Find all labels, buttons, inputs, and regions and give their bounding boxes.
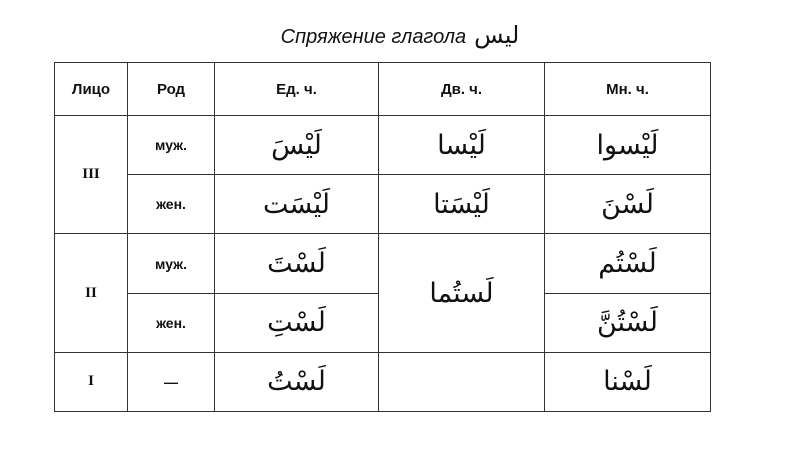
table-row (55, 234, 711, 293)
header-dual: Дв. ч. (379, 63, 545, 116)
person-second: II (55, 234, 128, 352)
table-title (0, 18, 800, 54)
form-cell: لَيْسَت (215, 175, 379, 234)
form-cell: لَسْنا (545, 352, 711, 411)
form-cell: لَيْسوا (545, 116, 711, 175)
form-cell-empty (379, 352, 545, 411)
form-cell: لَيْسَ (215, 116, 379, 175)
gender-cell: муж. (128, 234, 215, 293)
form-cell: لَسْتِ (215, 293, 379, 352)
form-cell: لَسْتُنَّ (545, 293, 711, 352)
gender-cell: жен. (128, 175, 215, 234)
table-row (55, 175, 711, 234)
header-person: Лицо (55, 63, 128, 116)
form-cell: لَسْتُم (545, 234, 711, 293)
conjugation-table (54, 62, 711, 412)
gender-cell: — (128, 352, 215, 411)
person-first: I (55, 352, 128, 411)
table-row (55, 116, 711, 175)
title-verb: ليس (474, 21, 520, 49)
form-cell: لَسْتُ (215, 352, 379, 411)
form-cell: لَسْنَ (545, 175, 711, 234)
form-cell: لَسْتَ (215, 234, 379, 293)
person-third: III (55, 116, 128, 234)
header-plural: Мн. ч. (545, 63, 711, 116)
header-row (55, 63, 711, 116)
form-cell: لَيْسَتا (379, 175, 545, 234)
gender-cell: муж. (128, 116, 215, 175)
title-text: Спряжение глагола (280, 26, 467, 48)
form-cell-dual-merged: لَستُما (379, 234, 545, 352)
header-gender: Род (128, 63, 215, 116)
header-singular: Ед. ч. (215, 63, 379, 116)
form-cell: لَيْسا (379, 116, 545, 175)
table-row (55, 352, 711, 411)
gender-cell: жен. (128, 293, 215, 352)
